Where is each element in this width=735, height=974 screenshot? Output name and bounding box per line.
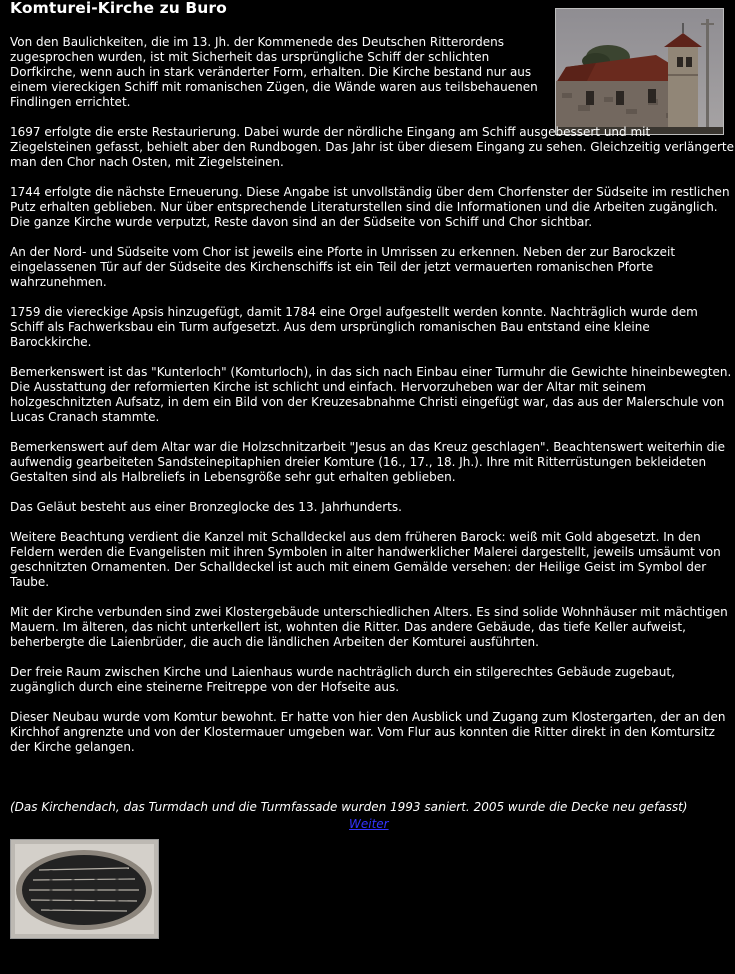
weiter-link[interactable]: Weiter (349, 817, 389, 831)
paragraph-10: Mit der Kirche verbunden sind zwei Klostergebäude unterschiedlichen Alters. Es sind solide Wohnhäuser mit mächtigen Mauern. Im älteren, das nicht unterkellert ist, wohnten die Ritter. Das andere Gebäude, das tiefe Keller aufweist, beherbergte die Laienbrüder, die auch die ländlichen Arbeiten der Komturei ausführten. (10, 605, 728, 649)
plaque-photo (10, 839, 159, 939)
paragraph-7: Bemerkenswert auf dem Altar war die Holzschnitzarbeit "Jesus an das Kreuz geschlagen". Beachtenswert weiterhin die aufwendig gearbeiteten Sandsteinepitaphien dreier Komture (16., 17., 18. Jh.). Ihre mit Ritterrüstungen bekleideten Gestalten sind als Halbreliefs in Lebensgröße sehr gut erhalten geblieben. (10, 440, 726, 484)
paragraph-5: 1759 die viereckige Apsis hinzugefügt, damit 1784 eine Orgel aufgestellt werden konnte. Nachträglich wurde dem Schiff als Fachwerksbau ein Turm aufgesetzt. Aus dem ursprünglich romanischen Bau entstand eine kleine Barockkirche. (10, 305, 698, 349)
page-title: Komturei-Kirche zu Buro (10, 0, 227, 17)
paragraph-6: Bemerkenswert ist das "Kunterloch" (Komturloch), in das sich nach Einbau einer Turmuhr die Gewichte hineinbewegten. Die Ausstattung der reformierten Kirche ist schlicht und einfach. Hervorzuheben war der Altar mit seinem holzgeschnitzten Aufsatz, in dem ein Bild von der Kreuzesabnahme Christi eingefügt war, das aus der Malerschule von Lucas Cranach stammte. (10, 365, 732, 424)
article-body (10, 35, 734, 770)
paragraph-1: Von den Baulichkeiten, die im 13. Jh. der Kommenede des Deutschen Ritterordens zugesprochen wurden, ist mit Sicherheit das ursprüngliche Schiff der schlichten Dorfkirche, wenn auch in stark veränderter Form, erhalten. Die Kirche bestand nur aus einem viereckigen Schiff mit romanischen Zügen, die Wände waren aus teilsbehauenen Findlingen errichtet. (10, 35, 538, 109)
renovation-note: (Das Kirchendach, das Turmdach und die Turmfassade wurden 1993 saniert. 2005 wurde die Decke neu gefasst) (10, 800, 688, 814)
paragraph-12: Dieser Neubau wurde vom Komtur bewohnt. Er hatte von hier den Ausblick und Zugang zum Klostergarten, der an den Kirchhof angrenzte und von der Klostermauer umgeben war. Vom Flur aus konnten die Ritter direkt in den Komtursitz der Kirche gelangen. (10, 710, 726, 754)
paragraph-8: Das Geläut besteht aus einer Bronzeglocke des 13. Jahrhunderts. (10, 500, 402, 514)
paragraph-3: 1744 erfolgte die nächste Erneuerung. Diese Angabe ist unvollständig über dem Chorfenster der Südseite im restlichen Putz erhalten geblieben. Nur über entsprechende Literaturstellen sind die Informationen und die Arbeiten zugänglich. Die ganze Kirche wurde verputzt, Reste davon sind an der Südseite von Schiff und Chor sichtbar. (10, 185, 730, 229)
paragraph-4: An der Nord- und Südseite vom Chor ist jeweils eine Pforte in Umrissen zu erkennen. Neben der zur Barockzeit eingelassenen Tür auf der Südseite des Kirchenschiffs ist ein Teil der jetzt vermauerten romanischen Pforte wahrzunehmen. (10, 245, 676, 289)
paragraph-9: Weitere Beachtung verdient die Kanzel mit Schalldeckel aus dem früheren Barock: weiß mit Gold abgesetzt. In den Feldern werden die Evangelisten mit ihren Symbolen in alter handwerklicher Malerei dargestellt, jeweils umsäumt von geschnitzten Ornamenten. Der Schalldeckel ist auch mit einem Gemälde versehen: der Heilige Geist im Symbol der Taube. (10, 530, 721, 589)
paragraph-2: 1697 erfolgte die erste Restaurierung. Dabei wurde der nördliche Eingang am Schiff ausgebessert und mit Ziegelsteinen gefasst, behielt aber den Rundbogen. Das Jahr ist über diesem Eingang zu sehen. Gleichzeitig verlängerte man den Chor nach Osten, mit Ziegelsteinen. (10, 125, 735, 169)
paragraph-11: Der freie Raum zwischen Kirche und Laienhaus wurde nachträglich durch ein stilgerechtes Gebäude zugebaut, zugänglich durch eine steinerne Freitreppe von der Hofseite aus. (10, 665, 675, 694)
